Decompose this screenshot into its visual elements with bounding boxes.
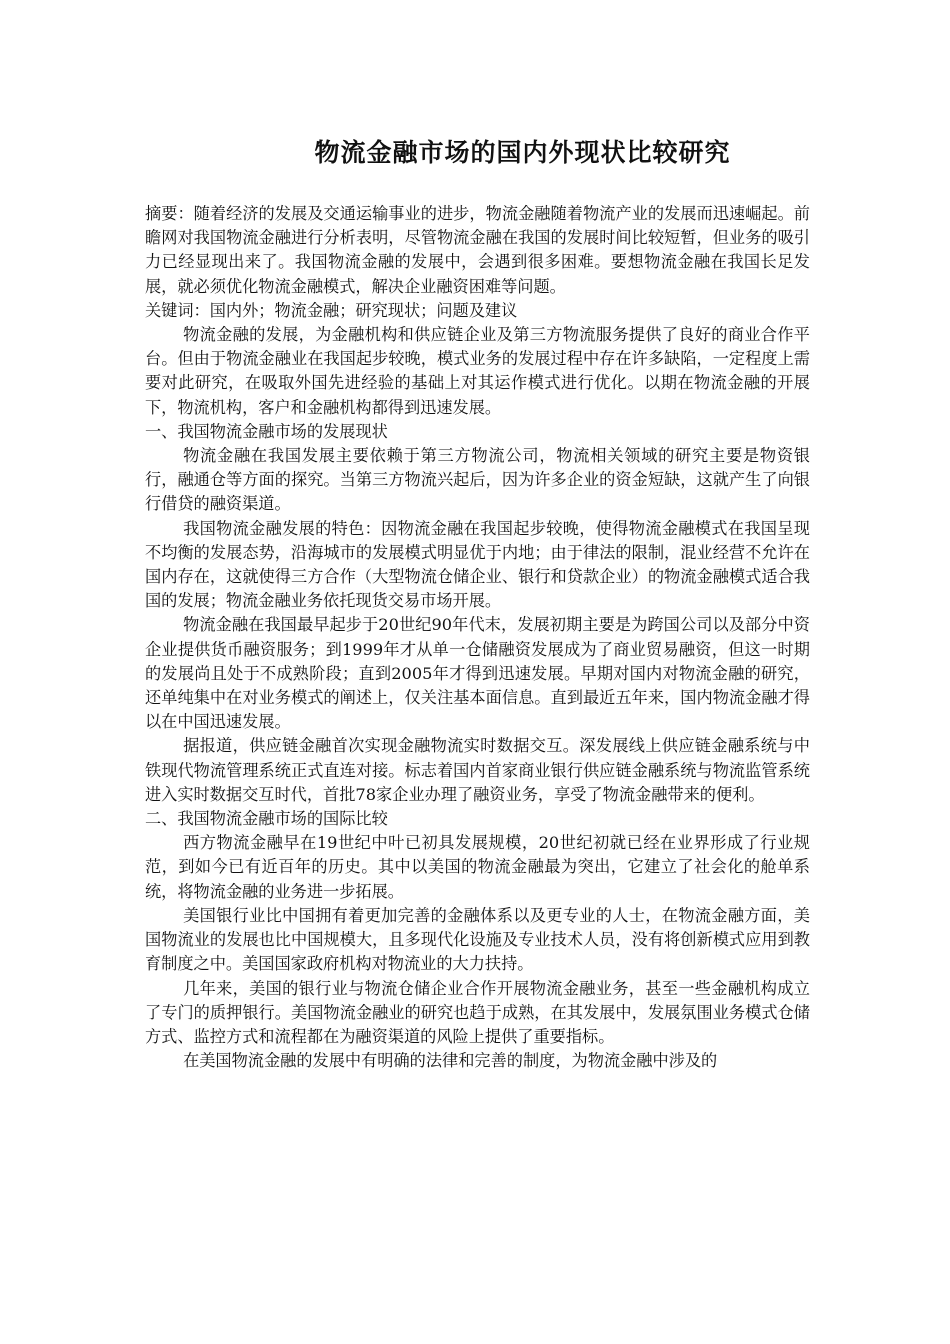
body-paragraph: 美国银行业比中国拥有着更加完善的金融体系以及更专业的人士，在物流金融方面，美国物流业的发展也比中国规模大，且多现代化设施及专业技术人员，没有将创新模式应用到教育制度之中。美国国家政府机构对物流业的大力扶持。 — [145, 905, 810, 974]
body-paragraph: 物流金融在我国最早起步于20世纪90年代末，发展初期主要是为跨国公司以及部分中资企业提供货币融资服务；到1999年才从单一仓储融资发展成为了商业贸易融资，但这一时期的发展尚且处于不成熟阶段；直到2005年才得到迅速发展。早期对国内对物流金融的研究，还单纯集中在对业务模式的阐述上，仅关注基本面信息。直到最近五年来，国内物流金融才得以在中国迅速发展。 — [145, 615, 810, 732]
body-paragraph: 我国物流金融发展的特色：因物流金融在我国起步较晚，使得物流金融模式在我国呈现不均衡的发展态势，沿海城市的发展模式明显优于内地；由于律法的限制，混业经营不允许在国内存在，这就使得三方合作（大型物流仓储企业、银行和贷款企业）的物流金融模式适合我国的发展；物流金融业务依托现货交易市场开展。 — [145, 518, 810, 611]
intro-paragraph: 物流金融的发展，为金融机构和供应链企业及第三方物流服务提供了良好的商业合作平台。但由于物流金融业在我国起步较晚，模式业务的发展过程中存在许多缺陷，一定程度上需要对此研究，在吸取外国先进经验的基础上对其运作模式进行优化。以期在物流金融的开展下，物流机构，客户和金融机构都得到迅速发展。 — [145, 325, 810, 417]
body-paragraph: 据报道，供应链金融首次实现金融物流实时数据交互。深发展线上供应链金融系统与中铁现代物流管理系统正式直连对接。标志着国内首家商业银行供应链金融系统与物流监管系统进入实时数据交互时代，首批78家企业办理了融资业务，享受了物流金融带来的便利。 — [145, 736, 810, 804]
abstract-paragraph: 摘要：随着经济的发展及交通运输事业的进步，物流金融随着物流产业的发展而迅速崛起。前瞻网对我国物流金融进行分析表明，尽管物流金融在我国的发展时间比较短暂，但业务的吸引力已经显现出来了。我国物流金融的发展中，会遇到很多困难。要想物流金融在我国长足发展，就必须优化物流金融模式，解决企业融资困难等问题。 — [145, 204, 810, 296]
keywords-line: 关键词：国内外；物流金融；研究现状；问题及建议 — [145, 300, 518, 320]
section-heading: 一、我国物流金融市场的发展现状 — [145, 421, 388, 441]
body-paragraph: 物流金融在我国发展主要依赖于第三方物流公司，物流相关领域的研究主要是物资银行，融通仓等方面的探究。当第三方物流兴起后，因为许多企业的资金短缺，这就产生了向银行借贷的融资渠道。 — [145, 446, 810, 514]
document-title: 物流金融市场的国内外现状比较研究 — [314, 138, 731, 167]
body-paragraph: 在美国物流金融的发展中有明确的法律和完善的制度，为物流金融中涉及的 — [183, 1051, 718, 1071]
body-paragraph: 西方物流金融早在19世纪中叶已初具发展规模，20世纪初就已经在业界形成了行业规范，到如今已有近百年的历史。其中以美国的物流金融最为突出，它建立了社会化的舱单系统，将物流金融的业务进一步拓展。 — [145, 833, 810, 901]
document-body — [145, 202, 810, 1073]
section-heading: 二、我国物流金融市场的国际比较 — [145, 809, 388, 829]
body-paragraph: 几年来，美国的银行业与物流仓储企业合作开展物流金融业务，甚至一些金融机构成立了专门的质押银行。美国物流金融业的研究也趋于成熟，在其发展中，发展氛围业务模式仓储方式、监控方式和流程都在为融资渠道的风险上提供了重要指标。 — [145, 978, 810, 1046]
